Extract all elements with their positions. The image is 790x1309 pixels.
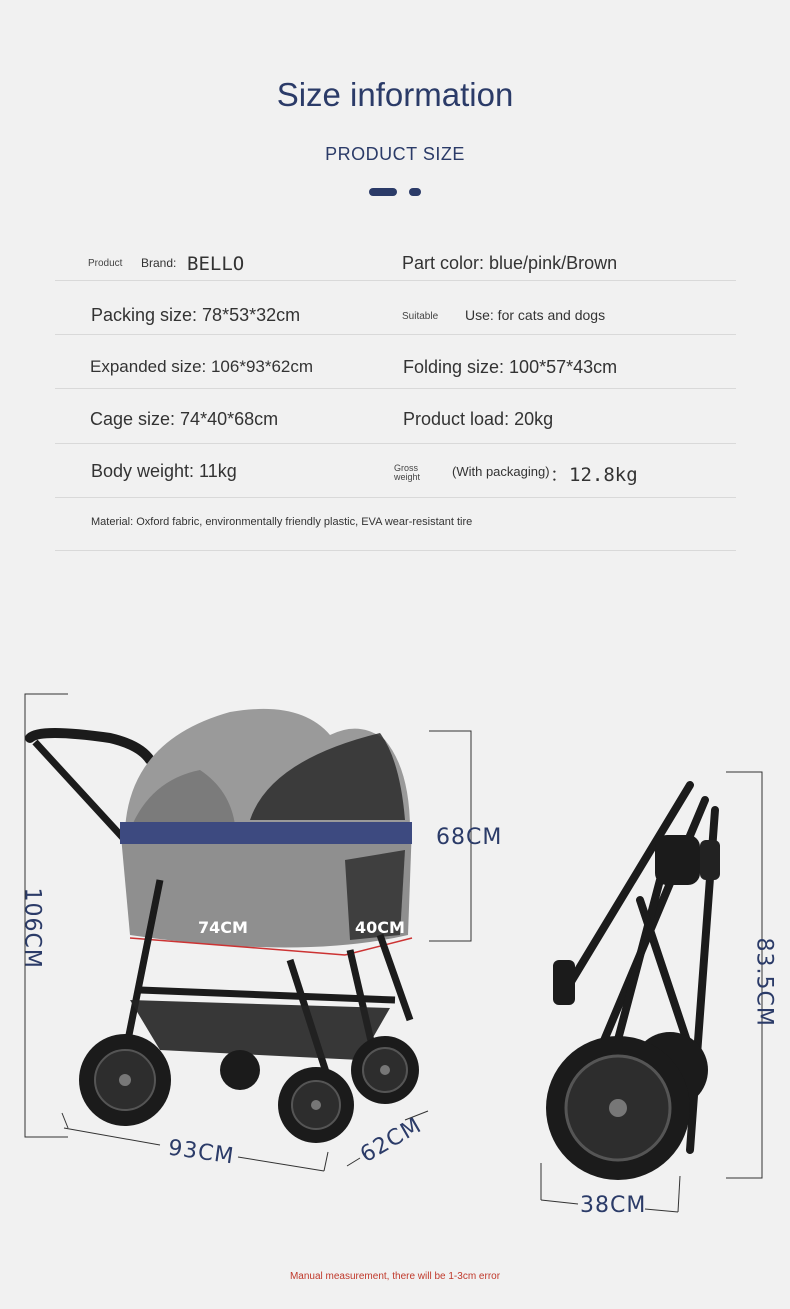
suitable-prefix: Suitable bbox=[402, 311, 439, 322]
cage-length-label: 74CM bbox=[198, 918, 248, 937]
gross-label-1: Gross bbox=[394, 463, 419, 473]
with-packaging: (With packaging) bbox=[452, 464, 550, 479]
width-folded-label: 38CM bbox=[580, 1193, 647, 1218]
page-subtitle: PRODUCT SIZE bbox=[325, 144, 465, 164]
length-label: 93CM bbox=[166, 1135, 236, 1170]
brand-value: BELLO bbox=[187, 253, 245, 275]
gross-label-2: weight bbox=[394, 472, 421, 482]
body-weight: Body weight: 11kg bbox=[91, 461, 237, 481]
folded-stroller bbox=[546, 785, 720, 1180]
height-folded-label: 83.5CM bbox=[751, 937, 777, 1027]
footnote: Manual measurement, there will be 1-3cm error bbox=[289, 1271, 501, 1282]
part-color: Part color: blue/pink/Brown bbox=[402, 253, 618, 273]
brand-prefix: Product bbox=[88, 258, 123, 269]
cage-width-label: 40CM bbox=[355, 918, 405, 937]
use: Use: for cats and dogs bbox=[465, 307, 606, 323]
width-label: 62CM bbox=[356, 1113, 427, 1168]
packing-size: Packing size: 78*53*32cm bbox=[91, 305, 301, 325]
material: Material: Oxford fabric, environmentally friendly plastic, EVA wear-resistant tire bbox=[91, 516, 473, 528]
brand-label: Brand: bbox=[141, 256, 177, 270]
gross-weight-value: ：12.8kg bbox=[550, 464, 638, 486]
height-open-label: 106CM bbox=[19, 887, 45, 969]
folding-size: Folding size: 100*57*43cm bbox=[403, 357, 618, 377]
page-title: Size information bbox=[276, 76, 514, 113]
cage-size: Cage size: 74*40*68cm bbox=[90, 409, 279, 429]
cage-height-label: 68CM bbox=[436, 825, 503, 850]
expanded-size: Expanded size: 106*93*62cm bbox=[90, 357, 314, 376]
product-load: Product load: 20kg bbox=[403, 409, 554, 429]
